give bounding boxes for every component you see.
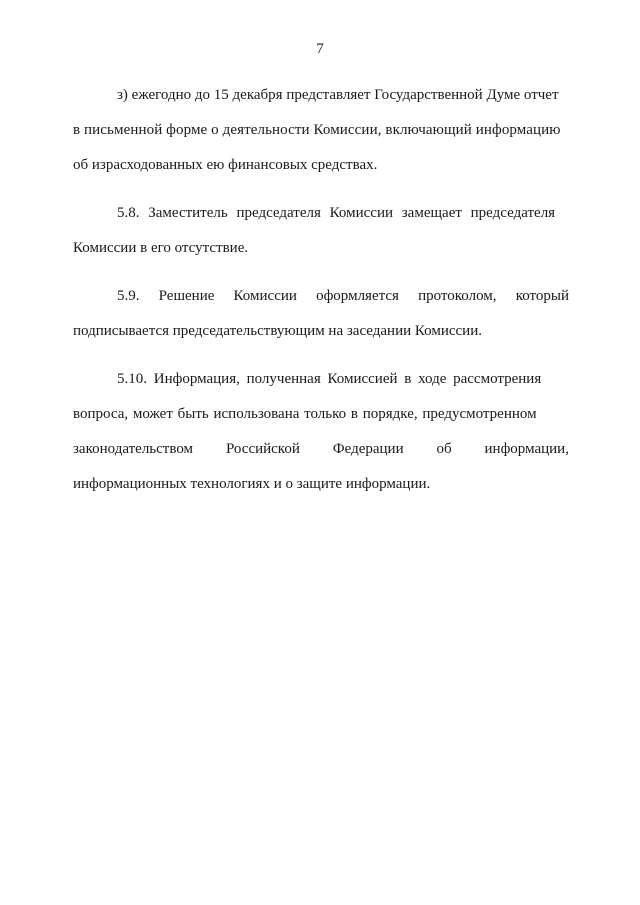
word: Российской	[225, 441, 300, 457]
paragraph-z-line-3: об израсходованных ею финансовых средствах.	[73, 157, 378, 173]
paragraph-z-line-2: в письменной форме о деятельности Комиссии, включающий информацию	[73, 122, 561, 138]
document-body	[73, 78, 569, 515]
word: оформляется	[316, 288, 399, 304]
word: об	[436, 441, 452, 457]
paragraph-5-10-line-3	[73, 432, 569, 467]
paragraph-5-9-line-1	[73, 279, 569, 314]
word: Федерации	[332, 441, 404, 457]
paragraph-z-line-1: з) ежегодно до 15 декабря представляет Государственной Думе отчет	[117, 87, 559, 103]
word: 5.9.	[117, 288, 140, 304]
page-number: 7	[316, 41, 324, 57]
word: Решение	[158, 288, 215, 304]
paragraph-5-9	[73, 279, 569, 349]
word: законодательством	[73, 441, 194, 457]
word: Комиссии	[233, 288, 297, 304]
paragraph-5-9-line-2: подписывается председательствующим на заседании Комиссии.	[73, 323, 482, 339]
word: который	[515, 288, 569, 304]
paragraph-5-10-line-2: вопроса, может быть использована только в порядке, предусмотренном	[73, 406, 537, 422]
paragraph-5-8-line-1: 5.8. Заместитель председателя Комиссии замещает председателя	[117, 205, 556, 221]
word: информации,	[484, 441, 569, 457]
paragraph-z	[73, 78, 569, 183]
paragraph-5-10-line-4: информационных технологиях и о защите информации.	[73, 476, 431, 492]
paragraph-5-8	[73, 196, 569, 266]
word: протоколом,	[418, 288, 497, 304]
paragraph-5-10-line-1: 5.10. Информация, полученная Комиссией в ходе рассмотрения	[117, 371, 542, 387]
paragraph-5-8-line-2: Комиссии в его отсутствие.	[73, 240, 249, 256]
paragraph-5-10	[73, 362, 569, 502]
